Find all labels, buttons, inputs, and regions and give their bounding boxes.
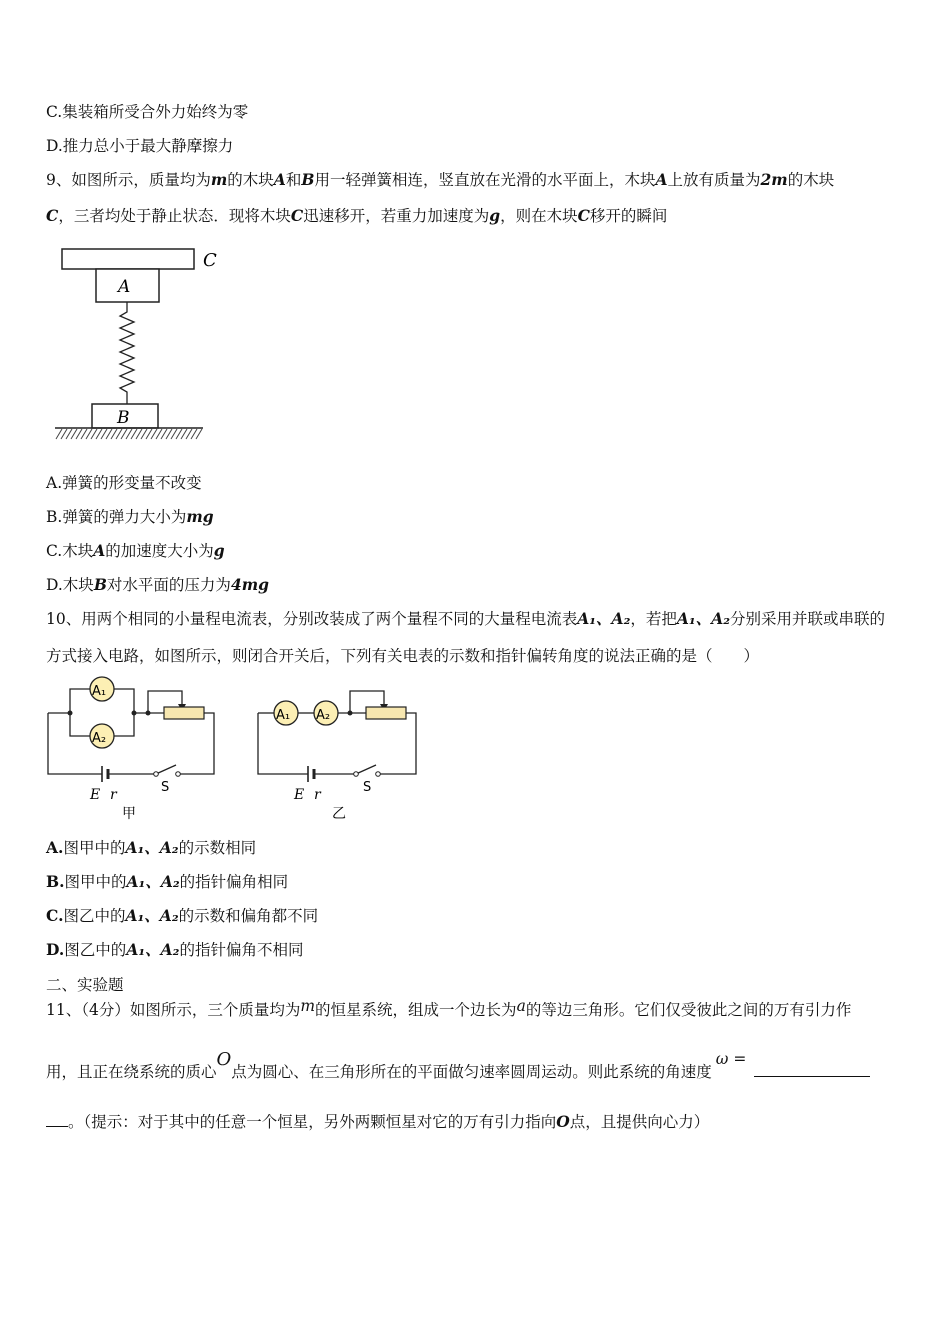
caption-jia: 甲 [122,806,136,822]
label-a: A [118,277,131,297]
q9-line1: 9、如图所示，质量均为m的木块A和B用一轻弹簧相连，竖直放在光滑的水平面上，木块A上放有质量为2m的木块 [46,170,835,189]
option-d-prev: D.推力总小于最大静摩擦力 [46,137,234,155]
svg-text:A₂: A₂ [92,731,107,746]
svg-text:A₁: A₁ [92,684,107,699]
label-b: B [117,408,130,428]
q10-option-a: A.图甲中的A₁、A₂的示数相同 [46,838,257,857]
rheostat [366,707,406,719]
label-e: E [294,787,305,803]
svg-text:A₂: A₂ [316,708,331,723]
q10-option-b: B.图甲中的A₁、A₂的指针偏角相同 [46,872,289,891]
caption-yi: 乙 [332,806,346,822]
q10-line1: 10、用两个相同的小量程电流表，分别改装成了两个量程不同的大量程电流表A₁、A₂，若把A₁、A₂分别采用并联或串联的 [46,609,886,628]
section-heading: 二、实验题 [46,976,124,994]
q10-option-d: D.图乙中的A₁、A₂的指针偏角不相同 [46,940,304,959]
ammeter-a2 [90,724,114,748]
label-s: S [161,780,170,795]
option-c-prev: C.集装箱所受合外力始终为零 [46,103,249,121]
q9-option-b: B.弹簧的弹力大小为mg [46,507,214,526]
answer-blank-cont[interactable] [46,1126,68,1127]
ground-hatch [56,429,202,439]
answer-blank[interactable] [754,1076,870,1077]
label-c: C [203,250,217,271]
circuit-figure-jia [40,673,230,825]
q9-option-d: D.木块B对水平面的压力为4mg [46,575,269,594]
q9-option-a: A.弹簧的形变量不改变 [46,474,202,492]
rheostat [164,707,204,719]
label-s: S [363,780,372,795]
ammeter-a2 [314,701,338,725]
q11-line1: 11、（4分）如图所示，三个质量均为m的恒星系统，组成一个边长为a的等边三角形。它们仅受彼此之间的万有引力作 [46,997,852,1019]
block-c [62,249,194,269]
label-r: r [314,787,321,803]
q10-option-c: C.图乙中的A₁、A₂的示数和偏角都不同 [46,906,319,925]
label-e: E [90,787,101,803]
q10-line2: 方式接入电路，如图所示，则闭合开关后，下列有关电表的示数和指针偏转角度的说法正确的是（ ） [46,647,760,665]
q9-line2: C，三者均处于静止状态．现将木块C迅速移开，若重力加速度为g，则在木块C移开的瞬间 [46,206,668,225]
spring [120,302,134,404]
ammeter-a1 [274,701,298,725]
q11-line2: 用，且正在绕系统的质心O点为圆心、在三角形所在的平面做匀速率圆周运动。则此系统的角速度ω = [46,1062,870,1082]
label-r: r [110,787,117,803]
spring-block-figure [50,240,230,445]
svg-text:A₁: A₁ [276,708,291,723]
ammeter-a1 [90,677,114,701]
q9-option-c: C.木块A的加速度大小为g [46,541,225,560]
circuit-figure-yi [250,673,430,825]
q11-line3: 。（提示：对于其中的任意一个恒星，另外两颗恒星对它的万有引力指向O点，且提供向心力） [46,1112,709,1132]
